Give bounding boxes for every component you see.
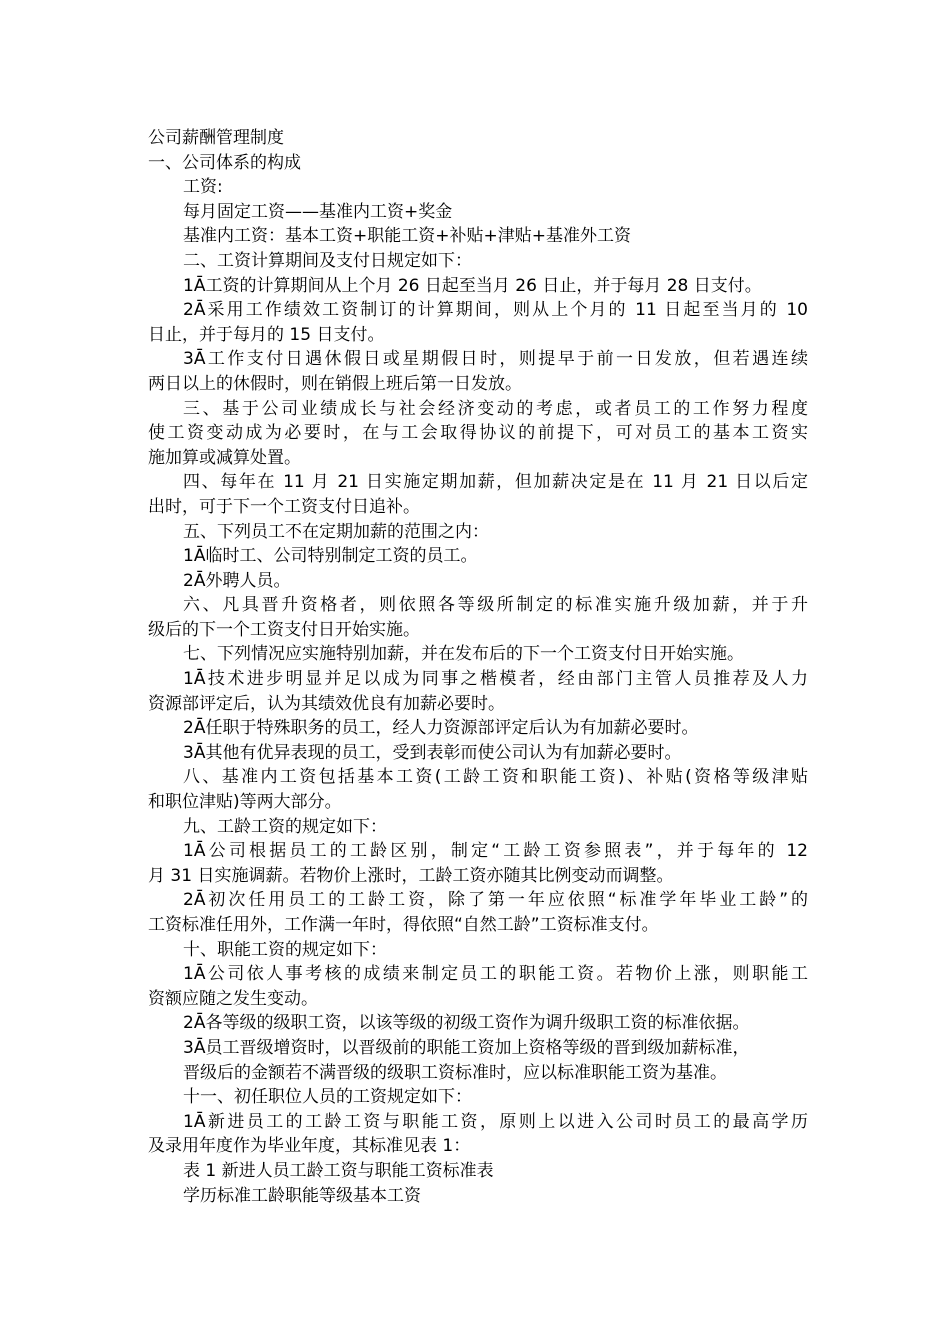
text-line: 施加算或减算处置。	[148, 447, 301, 468]
text-line: 六、凡具晋升资格者，则依照各等级所制定的标准实施升级加薪，并于升	[183, 595, 808, 616]
text-line: 3Ā员工晋级增资时，以晋级前的职能工资加上资格等级的晋到级加薪标准，	[183, 1037, 750, 1058]
text-line: 表 1 新进人员工龄工资与职能工资标准表	[183, 1160, 494, 1181]
text-line: 1Ā工资的计算期间从上个月 26 日起至当月 26 日止，并于每月 28 日支付。	[183, 275, 762, 296]
text-line: 3Ā工作支付日遇休假日或星期假日时，则提早于前一日发放，但若遇连续	[183, 349, 808, 370]
text-line: 五、下列员工不在定期加薪的范围之内：	[183, 521, 489, 542]
text-line: 八、基准内工资包括基本工资(工龄工资和职能工资)、补贴(资格等级津贴	[183, 767, 808, 788]
text-line: 1Ā公司根据员工的工龄区别，制定“工龄工资参照表”，并于每年的 12	[183, 841, 808, 862]
text-line: 2Ā外聘人员。	[183, 570, 291, 591]
text-line: 1Ā公司依人事考核的成绩来制定员工的职能工资。若物价上涨，则职能工	[183, 964, 808, 985]
text-line: 日止，并于每月的 15 日支付。	[148, 324, 385, 345]
text-line: 和职位津贴)等两大部分。	[148, 792, 342, 813]
document-body	[148, 151, 808, 1209]
text-line: 一、公司体系的构成	[148, 152, 301, 173]
text-line: 九、工龄工资的规定如下：	[183, 816, 387, 837]
text-line: 1Ā新进员工的工龄工资与职能工资，原则上以进入公司时员工的最高学历	[183, 1111, 808, 1132]
text-line: 工资标准任用外，工作满一年时，得依照“自然工龄”工资标准支付。	[148, 915, 659, 935]
text-line: 三、基于公司业绩成长与社会经济变动的考虑，或者员工的工作努力程度	[183, 398, 808, 419]
document-title: 公司薪酬管理制度	[148, 128, 284, 148]
text-line: 七、下列情况应实施特别加薪，并在发布后的下一个工资支付日开始实施。	[183, 644, 744, 665]
document-page	[148, 126, 808, 1208]
text-line: 晋级后的金额若不满晋级的级职工资标准时，应以标准职能工资为基准。	[183, 1062, 727, 1083]
text-line: 二、工资计算期间及支付日规定如下：	[183, 250, 472, 271]
text-line: 基准内工资：基本工资+职能工资+补贴+津贴+基准外工资	[183, 226, 631, 247]
text-line: 十、职能工资的规定如下：	[183, 939, 387, 960]
text-line: 出时，可于下一个工资支付日追补。	[148, 496, 420, 517]
text-line: 资源部评定后，认为其绩效优良有加薪必要时。	[148, 693, 505, 714]
text-line: 两日以上的休假时，则在销假上班后第一日发放。	[148, 373, 522, 394]
text-line: 每月固定工资——基准内工资+奖金	[183, 201, 453, 222]
text-line: 四、每年在 11 月 21 日实施定期加薪，但加薪决定是在 11 月 21 日以后定	[183, 472, 808, 493]
text-line: 月 31 日实施调薪。若物价上涨时，工龄工资亦随其比例变动而调整。	[148, 865, 674, 886]
text-line: 资额应随之发生变动。	[148, 988, 318, 1009]
text-line: 十一、初任职位人员的工资规定如下：	[183, 1087, 472, 1108]
text-line: 2Ā任职于特殊职务的员工，经人力资源部评定后认为有加薪必要时。	[183, 718, 699, 739]
text-line: 1Ā临时工、公司特别制定工资的员工。	[183, 546, 478, 567]
text-line: 3Ā其他有优异表现的员工，受到表彰而使公司认为有加薪必要时。	[183, 742, 682, 763]
text-line: 级后的下一个工资支付日开始实施。	[148, 619, 420, 640]
text-line: 2Ā各等级的级职工资，以该等级的初级工资作为调升级职工资的标准依据。	[183, 1013, 750, 1034]
text-line: 学历标准工龄职能等级基本工资	[183, 1185, 421, 1206]
text-line: 2Ā采用工作绩效工资制订的计算期间，则从上个月的 11 日起至当月的 10	[183, 300, 808, 321]
text-line: 2Ā初次任用员工的工龄工资，除了第一年应依照“标准学年毕业工龄”的	[183, 890, 808, 911]
text-line: 使工资变动成为必要时，在与工会取得协议的前提下，可对员工的基本工资实	[148, 423, 808, 444]
text-line: 1Ā技术进步明显并足以成为同事之楷模者，经由部门主管人员推荐及人力	[183, 669, 808, 690]
text-line: 工资:	[183, 177, 223, 198]
text-line: 及录用年度作为毕业年度，其标准见表 1：	[148, 1136, 471, 1157]
